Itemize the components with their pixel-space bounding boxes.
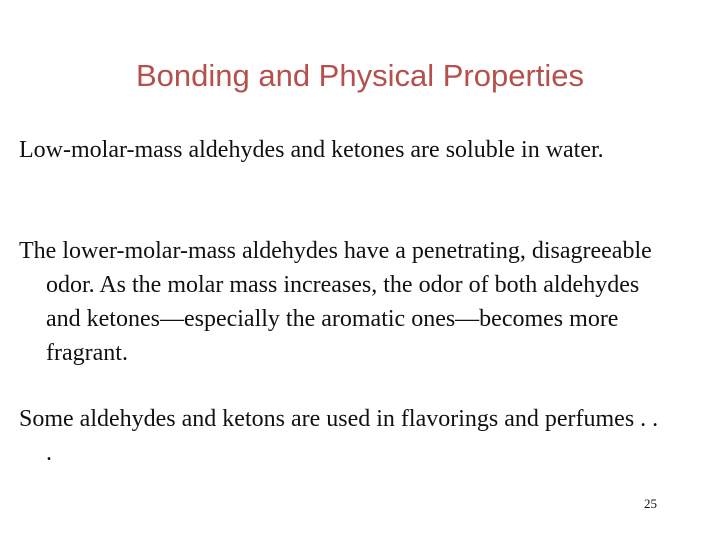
slide-title-text: Bonding and Physical Properties	[135, 58, 585, 93]
page-number: 25	[644, 496, 657, 511]
paragraph-uses: Some aldehydes and ketons are used in flavorings and perfumes . . .	[19, 406, 659, 466]
paragraph-odor: The lower-molar-mass aldehydes have a penetrating, disagreeable odor. As the molar mass increases, the odor of both aldehydes and ketones—especially the aromatic ones—becomes more fragrant.	[19, 238, 652, 366]
slide-title	[0, 58, 720, 94]
paragraph-solubility: Low-molar-mass aldehydes and ketones are soluble in water.	[19, 137, 604, 163]
